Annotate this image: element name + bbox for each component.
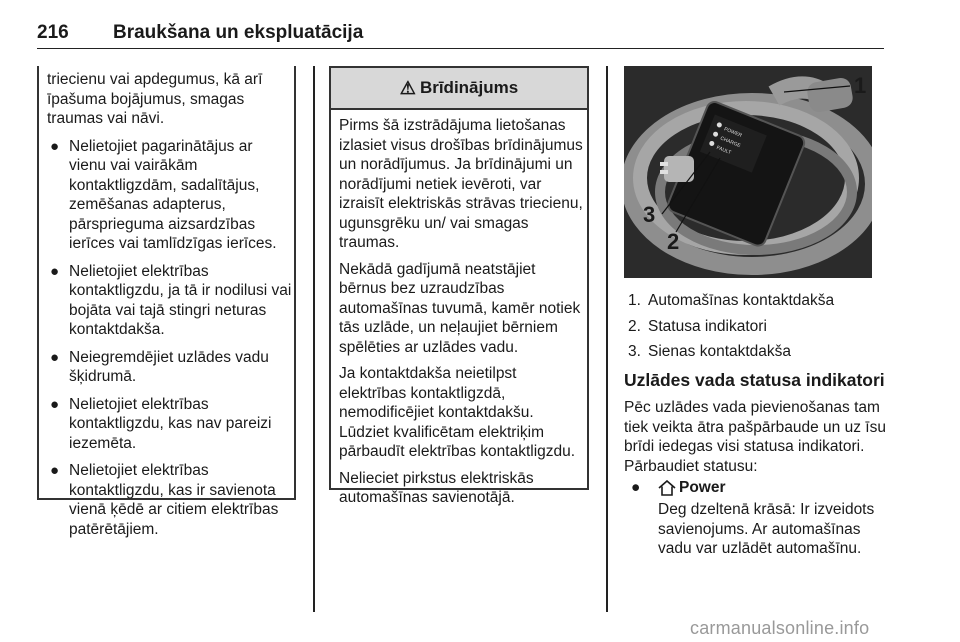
watermark: carmanualsonline.info bbox=[690, 618, 870, 638]
bullet-icon: ● bbox=[50, 395, 60, 413]
warning-paragraph: Nelieciet pirkstus elektriskās automašīnas savienotājā. bbox=[339, 469, 534, 506]
warning-intro: triecienu vai apdegumus, kā arī īpašuma bojājumus, smagas traumas vai nāvi. bbox=[47, 71, 263, 127]
list-item: 3. Sienas kontaktdakša bbox=[628, 343, 792, 360]
warning-title: Brīdinājums bbox=[419, 78, 519, 97]
warning-paragraph: Nekādā gadījumā neatstājiet bērnus bez uzraudzības automašīnas tuvumā, kamēr notiek tās uzlāde, un neļaujiet bērniem spēlēties ar uzlādes vadu. bbox=[339, 260, 581, 356]
column-divider bbox=[313, 66, 315, 612]
warning-paragraph: Ja kontaktdakša neietilpst elektrības kontaktligzdā, nemodificējiet kontaktdakšu. Lūdziet kvalificētam elektriķim pārbaudīt elektrības kontaktligzdu. bbox=[339, 365, 576, 460]
figure-legend bbox=[628, 291, 834, 368]
unit-label: CHARGE bbox=[719, 135, 742, 150]
warning-paragraph: Pirms šā izstrādājuma lietošanas izlasiet visus drošības brīdinājumus un norādījumus. Ja brīdinājumi un norādījumi netiek ievēroti, var izraisīt elektriskās strāvas triecienu, ugunsgrēku un/ vai smagas traumas. bbox=[339, 117, 583, 251]
warning-triangle-icon: ⚠ bbox=[399, 77, 416, 98]
list-item: 2. Statusa indikatori bbox=[628, 317, 767, 335]
page-number: 216 bbox=[37, 22, 69, 43]
callout-2: 2 bbox=[667, 229, 680, 254]
charging-cable-drawing bbox=[624, 66, 872, 278]
list-item: ● Nelietojiet elektrības kontaktligzdu, kas ir savienota vienā ķēdē ar citiem elektrības patērētājiem. bbox=[50, 462, 279, 538]
list-item: ● Neiegremdējiet uzlādes vadu šķidrumā. bbox=[50, 348, 269, 385]
section-body: Pēc uzlādes vada pievienošanas tam tiek veikta ātra pašpārbaude un uz īsu brīdi iedegas visi statusa indikatori. Pārbaudiet statusu: bbox=[624, 399, 886, 475]
bullet-icon: ● bbox=[50, 137, 60, 155]
bullet-icon: ● bbox=[50, 262, 60, 280]
callout-1: 1 bbox=[854, 73, 867, 98]
column-divider bbox=[606, 66, 608, 612]
warning-header bbox=[331, 68, 587, 110]
section-heading: Uzlādes vada statusa indikatori bbox=[624, 370, 885, 390]
bullet-icon: ● bbox=[50, 462, 60, 479]
list-item: ● Nelietojiet elektrības kontaktligzdu, ja tā ir nodilusi vai bojāta vai tajā stingri neturas kontaktdakša. bbox=[50, 262, 292, 338]
bullet-icon: ● bbox=[631, 479, 641, 496]
power-label: Power bbox=[658, 478, 726, 498]
warning-bullet-list bbox=[47, 137, 293, 540]
power-description: Deg dzeltenā krāsā: Ir izveidots savienojums. Ar automašīnas vadu var uzlādēt automašīnu. bbox=[658, 501, 875, 557]
list-item: ● Nelietojiet pagarinātājus ar vienu vai vairākām kontaktligzdām, sadalītājus, zemēšanas adapterus, pārsprieguma aizsardzības ierīces vai tamlīdzīgas ierīces. bbox=[50, 137, 277, 252]
unit-label: FAULT bbox=[715, 144, 732, 157]
home-icon bbox=[658, 480, 676, 496]
bullet-icon: ● bbox=[50, 348, 60, 366]
callout-3: 3 bbox=[643, 202, 656, 227]
charging-cable-illustration bbox=[624, 66, 872, 278]
page-header bbox=[37, 14, 884, 49]
unit-label: POWER bbox=[723, 126, 743, 139]
warning-box bbox=[329, 66, 589, 506]
warning-continued-box bbox=[37, 66, 296, 538]
chapter-title: Braukšana un ekspluatācija bbox=[113, 22, 364, 43]
list-item: ● Nelietojiet elektrības kontaktligzdu, kas nav pareizi iezemēta. bbox=[50, 395, 272, 452]
list-item: 1. Automašīnas kontaktdakša bbox=[628, 292, 835, 309]
